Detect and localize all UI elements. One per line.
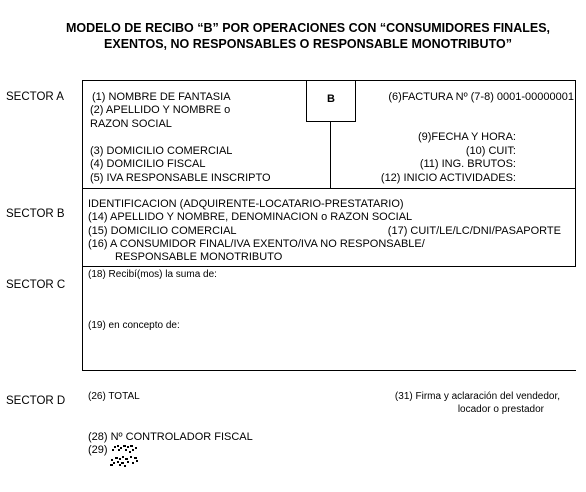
apellido-nombre: (2) APELLIDO Y NOMBRE o <box>90 104 231 116</box>
domicilio-comercial: (3) DOMICILIO COMERCIAL <box>90 145 233 157</box>
sector-b-bottom-border <box>82 266 576 267</box>
condicion-iva: (16) A CONSUMIDOR FINAL/IVA EXENTO/IVA NO RESPONSABLE/ <box>88 238 425 250</box>
sector-a-label: SECTOR A <box>6 91 64 103</box>
razon-social: RAZON SOCIAL <box>90 118 172 130</box>
fecha-hora: (9)FECHA Y HORA: <box>417 131 516 143</box>
factura-number: (6)FACTURA Nº (7-8) 0001-00000001 <box>388 91 574 103</box>
frame-left-border <box>82 80 83 370</box>
fiscal-code-icon <box>108 444 148 472</box>
iva-responsable-inscripto: (5) IVA RESPONSABLE INSCRIPTO <box>90 172 271 184</box>
sector-a-divider <box>330 122 331 188</box>
domicilio-fiscal: (4) DOMICILIO FISCAL <box>90 158 206 170</box>
invoice-letter: B <box>327 93 335 105</box>
frame-right-border <box>575 80 576 266</box>
apellido-denominacion: (14) APELLIDO Y NOMBRE, DENOMINACION o RAZON SOCIAL <box>88 211 413 223</box>
identificacion-heading: IDENTIFICACION (ADQUIRENTE-LOCATARIO-PRESTATARIO) <box>88 198 404 210</box>
sector-c-label: SECTOR C <box>6 279 66 291</box>
total: (26) TOTAL <box>88 391 140 402</box>
domicilio-comercial-b: (15) DOMICILIO COMERCIAL <box>88 225 237 237</box>
firma-aclaracion-cont: locador o prestador <box>457 404 544 415</box>
sector-c-bottom-border <box>82 370 576 371</box>
document-title <box>30 20 586 52</box>
cuit: (10) CUIT: <box>465 145 516 157</box>
en-concepto-de: (19) en concepto de: <box>88 320 180 331</box>
ingresos-brutos: (11) ING. BRUTOS: <box>419 158 516 170</box>
invoice-letter-box <box>306 80 356 122</box>
sector-a-bottom-border <box>82 188 576 189</box>
sector-d-label: SECTOR D <box>6 395 66 407</box>
nombre-fantasia: (1) NOMBRE DE FANTASIA <box>92 91 231 103</box>
sector-b-label: SECTOR B <box>6 208 65 220</box>
title-line-1: MODELO DE RECIBO “B” POR OPERACIONES CON “CONSUMIDORES FINALES, <box>65 21 551 35</box>
recibi-suma: (18) Recibí(mos) la suma de: <box>88 269 217 280</box>
inicio-actividades: (12) INICIO ACTIVIDADES: <box>380 172 516 184</box>
condicion-iva-cont: RESPONSABLE MONOTRIBUTO <box>115 251 283 263</box>
cuit-documento: (17) CUIT/LE/LC/DNI/PASAPORTE <box>387 225 561 237</box>
item-29: (29) <box>88 444 108 456</box>
firma-aclaracion: (31) Firma y aclaración del vendedor, <box>394 391 560 402</box>
controlador-fiscal: (28) Nº CONTROLADOR FISCAL <box>88 431 253 443</box>
title-line-2: EXENTOS, NO RESPONSABLES O RESPONSABLE MONOTRIBUTO” <box>104 37 512 51</box>
